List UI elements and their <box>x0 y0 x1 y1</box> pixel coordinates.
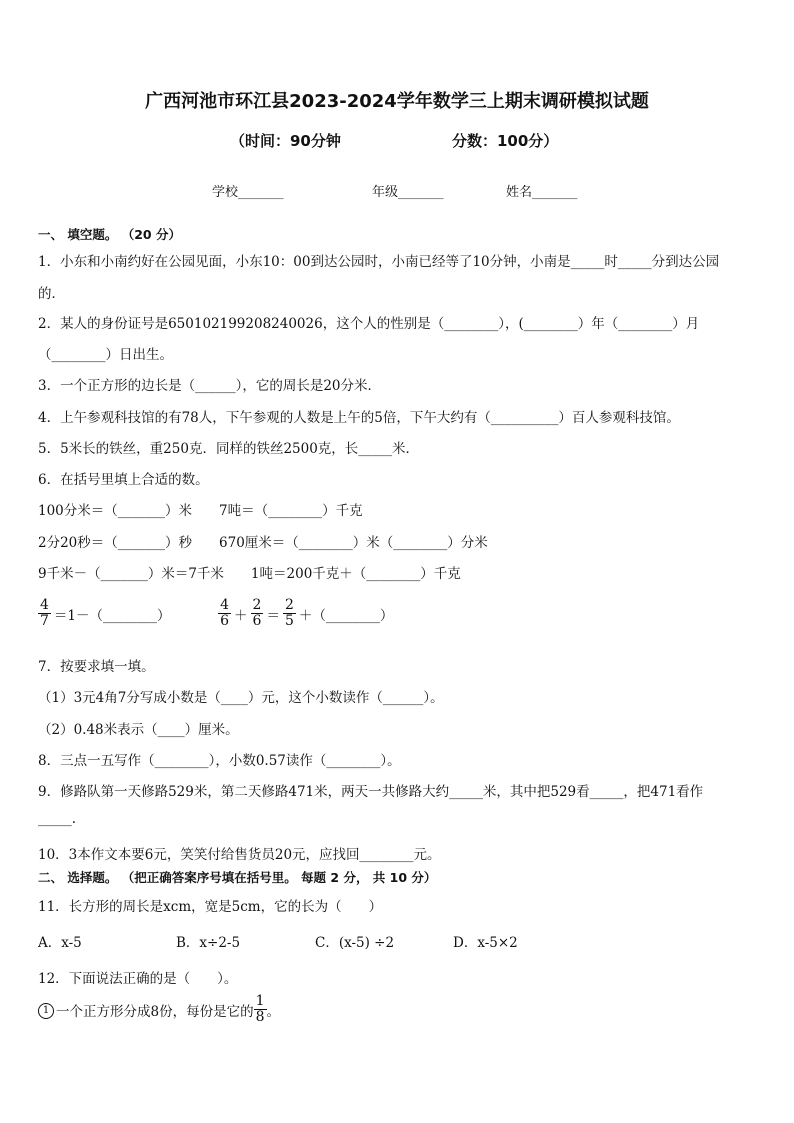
question-9-line1: 9．修路队第一天修路529米，第二天修路471米，两天一共修路大约_____米，其中把529看_____，把471看作 <box>38 784 704 800</box>
school-field: 学校_______ <box>212 185 284 200</box>
question-3: 3．一个正方形的边长是（______），它的周长是20分米． <box>38 378 382 394</box>
question-6-fraction-row: $\frac{4}{7}$ ＝1－（________） $\frac{4}{6}$ ＋ $\frac{2}{6}$ ＝ $\frac{2}{5}$ ＋（________） <box>40 597 394 629</box>
fraction-4-6: $\frac{4}{6}$ <box>220 597 230 629</box>
section-choice-title: 二、 选择题。 （把正确答案序号填在括号里。 每题 2 分， 共 10 分） <box>38 870 437 885</box>
question-2-line2: （________）日出生。 <box>38 347 173 363</box>
circled-number-marker: 1 <box>38 1003 54 1019</box>
page-title: 广西河池市环江县2023-2024学年数学三上期末调研模拟试题 <box>145 91 649 112</box>
question-8: 8．三点一五写作（________），小数0.57读作（________）。 <box>38 753 401 769</box>
fraction-2-6: $\frac{2}{6}$ <box>252 597 262 629</box>
grade-field: 年级_______ <box>372 185 444 200</box>
name-field: 姓名_______ <box>506 185 578 200</box>
question-10: 10．3本作文本要6元，笑笑付给售货员20元，应找回________元。 <box>38 847 441 863</box>
question-12-statement-1: 1 一个正方形分成8份，每份是它的 $\frac{1}{8}$ 。 <box>38 994 280 1025</box>
question-6-row2: 2分20秒＝（_______）秒 670厘米＝（________）米（________）分米 <box>38 535 488 551</box>
question-1-line2: 的． <box>38 286 65 302</box>
question-7-sub1: （1）3元4角7分写成小数是（____）元，这个小数读作（______）。 <box>38 690 444 706</box>
section-fill-blank-title: 一、 填空题。 （20 分） <box>38 227 181 242</box>
question-2-line1: 2．某人的身份证号是650102199208240026，这个人的性别是（________），(________）年（________）月 <box>38 316 700 332</box>
question-7-stem: 7．按要求填一填。 <box>38 659 155 675</box>
question-1-line1: 1．小东和小南约好在公园见面，小东10：00到达公园时，小南已经等了10分钟，小南是_____时_____分到达公园 <box>38 254 720 270</box>
question-11-option-c: C．(x-5) ÷2 <box>315 935 395 951</box>
question-9-line2: _____. <box>38 811 77 827</box>
question-12-stem: 12．下面说法正确的是（ ）。 <box>38 971 238 987</box>
question-6-row1: 100分米＝（_______）米 7吨＝（________）千克 <box>38 503 363 519</box>
question-11-option-b: B．x÷2-5 <box>176 935 241 951</box>
exam-time: （时间：90分钟 <box>230 132 341 150</box>
question-11-stem: 11．长方形的周长是xcm，宽是5cm，它的长为（ ） <box>38 899 383 915</box>
question-6-row3: 9千米－（_______）米＝7千米 1吨＝200千克＋（________）千克 <box>38 566 461 582</box>
fraction-2-5: $\frac{2}{5}$ <box>284 597 294 629</box>
question-11-option-a: A．x-5 <box>38 935 82 951</box>
fraction-4-7: $\frac{4}{7}$ <box>40 597 49 629</box>
exam-score: 分数：100分） <box>452 132 559 150</box>
fraction-1-8: $\frac{1}{8}$ <box>255 993 265 1025</box>
question-11-option-d: D．x-5×2 <box>453 935 518 951</box>
question-7-sub2: （2）0.48米表示（____）厘米。 <box>38 722 239 738</box>
question-4: 4．上午参观科技馆的有78人，下午参观的人数是上午的5倍，下午大约有（__________）百人参观科技馆。 <box>38 410 680 426</box>
question-5: 5．5米长的铁丝，重250克．同样的铁丝2500克，长_____米． <box>38 441 420 457</box>
question-6-stem: 6．在括号里填上合适的数。 <box>38 472 209 488</box>
